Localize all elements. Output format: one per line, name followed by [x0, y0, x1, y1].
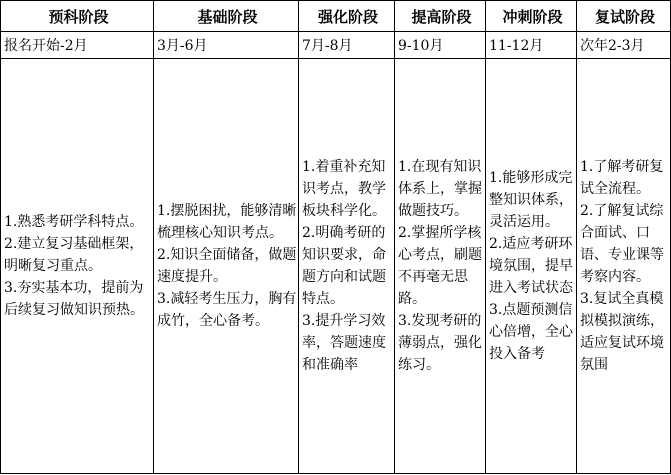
- goal-item: 2.知识全面储备，做题速度提升。: [157, 247, 297, 285]
- goal-item: 3.夯实基本功，提前为后续复习做知识预热。: [4, 280, 144, 318]
- period-retest: 次年2-3月: [577, 32, 671, 59]
- period-improvement: 9-10月: [395, 32, 486, 59]
- goal-item: 2.建立复习基础框架，明晰复习重点。: [4, 236, 144, 274]
- goals-row: [1, 59, 671, 474]
- goals-cell-improvement: [395, 59, 486, 474]
- stage-header-improvement: 提高阶段: [395, 1, 486, 32]
- goals-cell-sprint: [486, 59, 577, 474]
- goal-item: 1.熟悉考研学科特点。: [4, 214, 144, 230]
- goal-item: 2.了解复试综合面试、口语、专业课等考察内容。: [580, 203, 664, 285]
- goals-cell-foundation: [154, 59, 299, 474]
- period-foundation: 3月-6月: [154, 32, 299, 59]
- period-row: [1, 32, 671, 59]
- stage-header-preparatory: 预科阶段: [1, 1, 154, 32]
- goal-item: 3.复试全真模拟模拟演练，适应复试环境氛围: [580, 291, 664, 373]
- period-sprint: 11-12月: [486, 32, 577, 59]
- goal-item: 3.点题预测信心倍增，全心投入备考: [489, 302, 573, 362]
- goal-item: 1.在现有知识体系上，掌握做题技巧。: [398, 159, 482, 219]
- goal-item: 2.掌握所学核心考点，刷题不再毫无思路。: [398, 225, 482, 307]
- goal-item: 3.发现考研的薄弱点，强化练习。: [398, 313, 482, 373]
- period-preparatory: 报名开始-2月: [1, 32, 154, 59]
- period-intensive: 7月-8月: [299, 32, 395, 59]
- goal-item: 1.摆脱困扰，能够清晰梳理核心知识考点。: [157, 203, 297, 241]
- goal-item: 1.着重补充知识考点，教学板块科学化。: [302, 159, 386, 219]
- goals-cell-retest: [577, 59, 671, 474]
- goal-item: 2.适应考研环境氛围，提早进入考试状态: [489, 236, 573, 296]
- header-row: [1, 1, 671, 32]
- goal-item: 3.提升学习效率，答题速度和准确率: [302, 313, 386, 373]
- stage-header-retest: 复试阶段: [577, 1, 671, 32]
- stage-header-foundation: 基础阶段: [154, 1, 299, 32]
- stage-header-sprint: 冲刺阶段: [486, 1, 577, 32]
- goal-item: 3.减轻考生压力，胸有成竹，全心备考。: [157, 291, 297, 329]
- goal-item: 1.了解考研复试全流程。: [580, 159, 664, 197]
- goals-cell-preparatory: [1, 59, 154, 474]
- goals-cell-intensive: [299, 59, 395, 474]
- goal-item: 2.明确考研的知识要求，命题方向和试题特点。: [302, 225, 386, 307]
- goal-item: 1.能够形成完整知识体系，灵活运用。: [489, 170, 573, 230]
- stage-header-intensive: 强化阶段: [299, 1, 395, 32]
